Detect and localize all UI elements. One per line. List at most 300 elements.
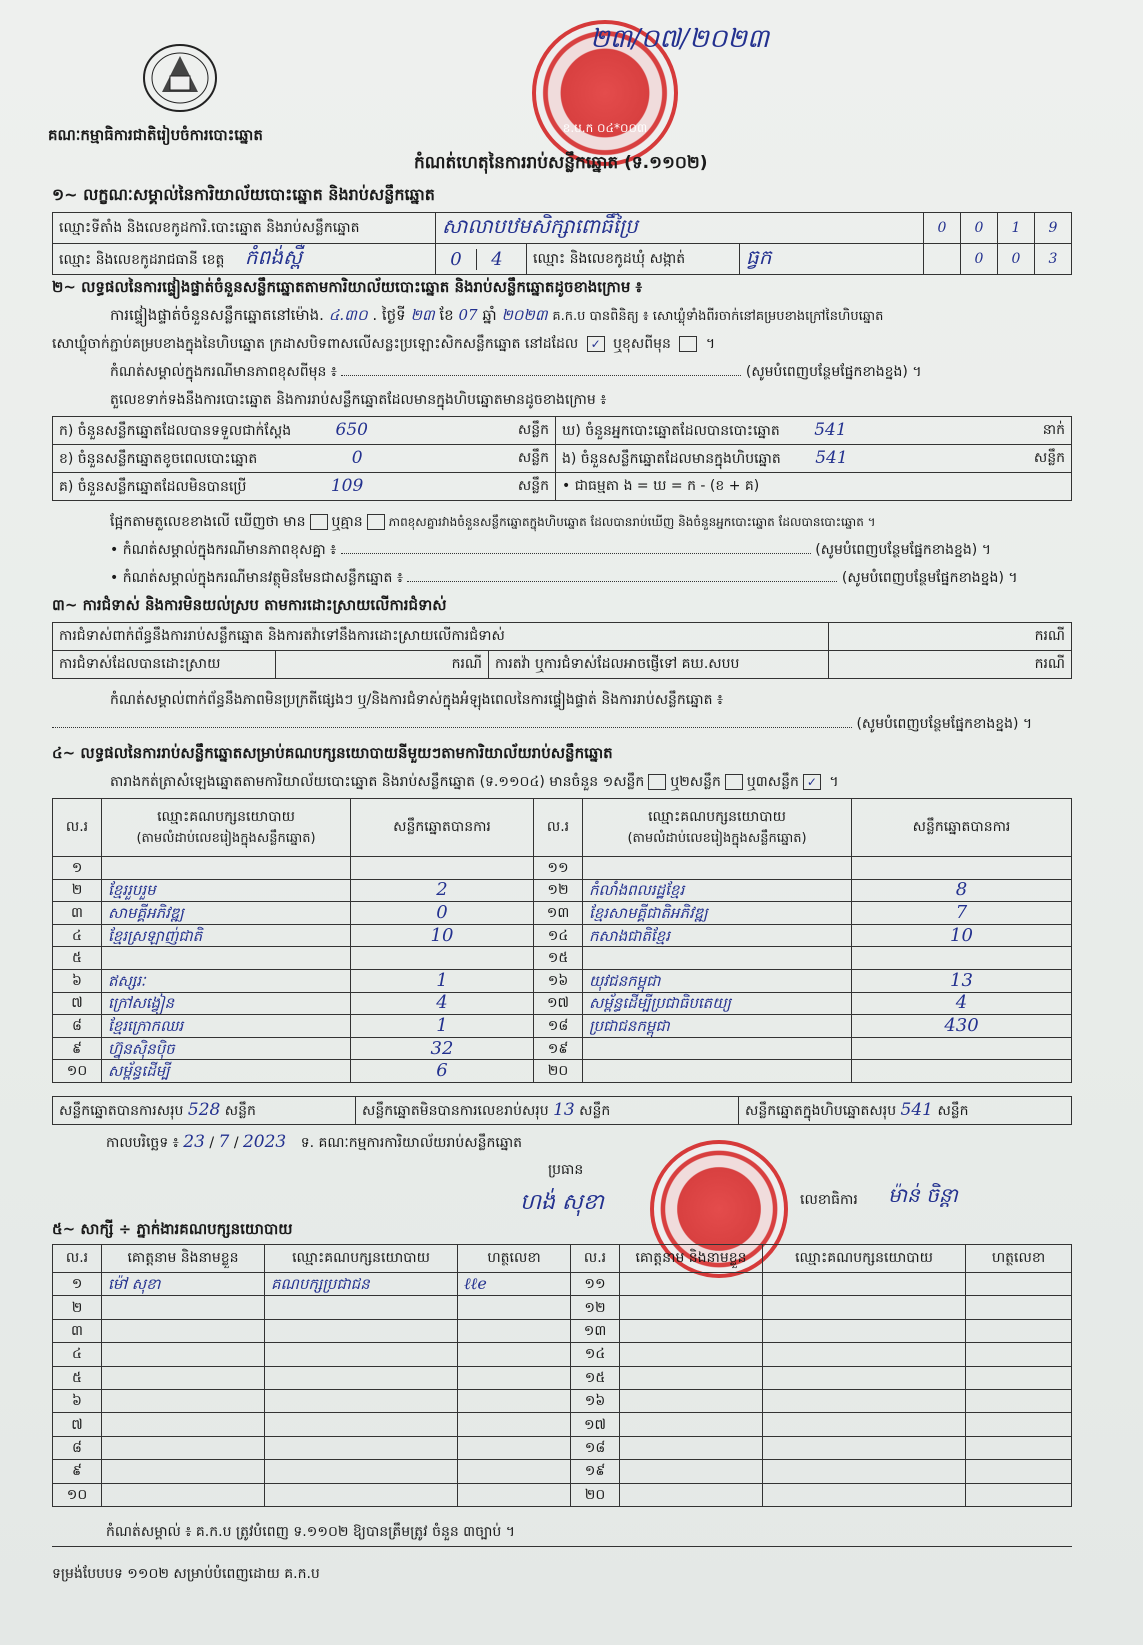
witness-row [53,1389,1072,1412]
province-code-digit: 0 [436,249,477,270]
result-no: ៩ [53,1037,102,1060]
result-party: ខ្មែររួបរួម [102,879,351,902]
result-votes [852,857,1072,880]
bullet1-label: • កំណត់សម្គាល់ក្នុងករណីមានភាពខុសគ្នា ៖ [110,542,337,558]
witness-no: ១ [53,1273,102,1296]
result-row [53,992,1072,1015]
province-code [436,244,527,275]
witness-party: គណបក្សប្រជាជន [265,1273,458,1296]
result-no: ៥ [53,947,102,970]
witness-signature [966,1436,1072,1459]
col-party [583,799,852,857]
result-votes [351,947,534,970]
witness-name [102,1460,265,1483]
resolved-label: ការជំទាស់ដែលបានដោះស្រាយ [53,651,276,679]
witness-party [265,1483,458,1506]
result-votes: 7 [852,902,1072,925]
result-votes: 430 [852,1015,1072,1038]
col-sign: ហត្ថលេខា [966,1245,1072,1273]
note-difference-field[interactable] [341,553,811,554]
check-month: 07 [458,306,478,324]
result-no: ៦ [53,969,102,992]
figure-value-voters: 541 [814,419,847,440]
col-party: ឈ្មោះគណបក្សនយោបាយ [265,1245,458,1273]
figure-value-in-box: 541 [815,447,848,468]
witness-no: ១០ [53,1483,102,1506]
col-party-title: ឈ្មោះគណបក្សនយោបាយ [648,808,786,825]
witness-signature [966,1319,1072,1342]
figure-unit: សន្លឹក [517,449,549,466]
note-foreign-field[interactable] [407,581,837,582]
result-row [53,924,1072,947]
witness-party [763,1366,966,1389]
date-label: កាលបរិច្ឆេទ ៖ [106,1135,179,1151]
witness-signature [458,1436,571,1459]
has-diff-checkbox[interactable] [310,514,328,530]
note1-field[interactable] [341,375,741,376]
witness-name [620,1436,763,1459]
commune-label: ឈ្មោះ និងលេខកូដឃុំ សង្កាត់ [527,244,740,275]
result-votes: 4 [351,992,534,1015]
witness-signature [458,1296,571,1319]
p1-text: គ.ក.ប បានពិនិត្យ ៖ សោឃ្លុំទាំងពីរចាក់នៅគម្របខាងក្រៅនៃហិបឆ្នោត [552,309,884,324]
witness-party [265,1296,458,1319]
intro-text: ឬ២សន្លឹក [670,774,721,790]
result-row [53,969,1072,992]
case-count: ករណី [829,623,1072,651]
witness-signature [458,1413,571,1436]
witness-no: ១៣ [571,1319,620,1342]
three-sheet-checkbox[interactable]: ✓ [803,774,821,790]
result-no: ៣ [53,902,102,925]
witness-signature [458,1319,571,1342]
unit: សន្លឹក [937,1102,969,1119]
seal-status-line: សោឃ្លុំចាក់ភ្ជាប់គម្របខាងក្នុងនៃហិបឆ្នោត ក្រដាសបិទពាសលើសន្លះប្រឡោះសិកសន្លឹកឆ្នោត នៅដដែល ✓ ឬខុសពីមុន ។ [52,336,716,352]
col-votes: សន្លឹកឆ្នោតបានការ [351,799,534,857]
irregularity-field[interactable] [52,727,852,728]
date-sep: / [209,1135,215,1151]
result-votes [852,947,1072,970]
col-no: ល.រ [534,799,583,857]
fill-more-hint: (សូមបំពេញបន្ថែមផ្នែកខាងខ្នង) ។ [856,716,1033,732]
witness-no: ៨ [53,1436,102,1459]
result-no: ៤ [53,924,102,947]
col-party-sub: (តាមលំដាប់លេខរៀងក្នុងសន្លឹកឆ្នោត) [627,830,807,846]
location-code-digit: 1 [998,213,1035,244]
figure-unit: សន្លឹក [517,421,549,438]
result-party: ខ្មែរក្រោកឈរ [102,1015,351,1038]
result-no: ២ [53,879,102,902]
org-name: គណៈកម្មាធិការជាតិរៀបចំការបោះឆ្នោត [48,126,263,144]
p4-text: ផ្អែកតាមតួលេខខាងលើ ឃើញថា មាន [110,514,306,530]
col-party: ឈ្មោះគណបក្សនយោបាយ [763,1245,966,1273]
p4-text: ឬគ្មាន [331,514,363,530]
election-emblem [140,42,220,114]
result-votes [852,1037,1072,1060]
witness-party [763,1319,966,1342]
result-votes [852,1060,1072,1083]
witness-party [265,1389,458,1412]
total-box-label: សន្លឹកឆ្នោតក្នុងហិបឆ្នោតសរុប [745,1102,897,1119]
result-row [53,1015,1072,1038]
seal-text: ខ.ប.ក ០៤*០០៣ [562,121,648,135]
witness-signature [458,1343,571,1366]
result-no: ៨ [53,1015,102,1038]
intro-text: ឬ៣សន្លឹក [746,774,799,790]
witness-no: ១៨ [571,1436,620,1459]
col-party-title: ឈ្មោះគណបក្សនយោបាយ [157,808,295,825]
commune-code-digit: 0 [961,244,998,275]
changed-checkbox[interactable] [679,336,697,352]
result-party [583,1037,852,1060]
witness-name [102,1366,265,1389]
result-votes: 10 [351,924,534,947]
result-no: ១ [53,857,102,880]
result-no: ១១ [534,857,583,880]
result-no: ១៧ [534,992,583,1015]
result-no: ១៦ [534,969,583,992]
fill-more-hint: (សូមបំពេញបន្ថែមផ្នែកខាងខ្នង) ។ [745,364,922,380]
case-count: ករណី [276,651,489,679]
figure-value-unused: 109 [330,475,364,496]
witness-no: ២ [53,1296,102,1319]
witness-name [620,1296,763,1319]
result-party: ប្រជាជនកម្ពុជា [583,1015,852,1038]
total-invalid-label: សន្លឹកឆ្នោតមិនបានការលេខរាប់សរុប [362,1102,549,1119]
objection-label: ការជំទាស់ពាក់ព័ន្ធនឹងការរាប់សន្លឹកឆ្នោត និងការតវ៉ាទៅនឹងការដោះស្រាយលើការជំទាស់ [53,623,829,651]
result-row [53,857,1072,880]
section4-title: ៤~ លទ្ធផលនៃការរាប់សន្លឹកឆ្នោតសម្រាប់គណបក្សនយោបាយនីមួយៗតាមការិយាល័យរាប់សន្លឹកឆ្នោត [52,744,613,762]
signing-date [106,1132,522,1154]
section1-title: ១~ លក្ខណៈសម្គាល់នៃការិយាល័យបោះឆ្នោត និងរាប់សន្លឹកឆ្នោត [52,185,435,204]
result-no: ២០ [534,1060,583,1083]
witness-party [265,1413,458,1436]
witness-party [265,1343,458,1366]
result-votes [351,857,534,880]
witness-name [620,1366,763,1389]
case-count: ករណី [829,651,1072,679]
witness-signature [458,1366,571,1389]
witness-row [53,1413,1072,1436]
location-code-digit: 9 [1035,213,1072,244]
formula-note: • ជាធម្មតា ង = ឃ = ក - (ខ + គ) [556,473,1072,501]
section2-title: ២~ លទ្ធផលនៃការផ្ទៀងផ្ទាត់ចំនួនសន្លឹកឆ្នោតតាមការិយាល័យបោះឆ្នោត និងរាប់សន្លឹកឆ្នោតដូចខាងក្រោម ៖ [52,278,643,296]
fill-more-hint: (សូមបំពេញបន្ថែមផ្នែកខាងខ្នង) ។ [815,542,991,558]
note-foreign-object [110,568,1018,589]
province-code-digit: 4 [491,248,503,270]
result-party: សាមគ្គីអភិវឌ្ឍ [102,902,351,925]
p1-text: . ថ្ងៃទី [372,306,406,324]
witness-no: ១២ [571,1296,620,1319]
witness-signature [966,1273,1072,1296]
stamp-date: ២៣/០៧/២០២៣ [590,24,770,54]
result-row [53,1037,1072,1060]
province-value: កំពង់ស្ពឺ [244,245,303,269]
figure-label: ង) ចំនួនសន្លឹកឆ្នោតដែលមានក្នុងហិបឆ្នោត [562,450,781,467]
party-results-table [52,798,1072,1083]
witness-signature [966,1296,1072,1319]
figures-table [52,416,1072,501]
witness-party [763,1483,966,1506]
figure-label: ក) ចំនួនសន្លឹកឆ្នោតដែលបានទទួលជាក់ស្តែង [59,422,292,439]
result-party: ឥស្សរៈ [102,969,351,992]
irregularity-note [110,690,723,711]
check-year: ២០២៣ [501,306,548,324]
commune-value: ធ្វក [740,244,924,275]
figure-unit: សន្លឹក [1033,449,1065,466]
result-party: ហ្វ៊ុនស៊ិនប៉ិច [102,1037,351,1060]
witness-signature [966,1389,1072,1412]
check-time: ៤.៣០ [328,306,368,324]
unit: សន្លឹក [579,1102,611,1119]
no-diff-checkbox[interactable] [367,514,385,530]
witness-no: ១៦ [571,1389,620,1412]
witness-signature [966,1413,1072,1436]
footnote: កំណត់សម្គាល់ ៖ គ.ក.ប ត្រូវបំពេញ ទ.១១០២ ឱ្យបានត្រឹមត្រូវ ចំនួន ៣ច្បាប់ ។ [106,1524,516,1540]
result-party [102,857,351,880]
witness-no: ១៤ [571,1343,620,1366]
figure-label: គ) ចំនួនសន្លឹកឆ្នោតដែលមិនបានប្រើ [59,478,247,495]
figure-unit: សន្លឹក [517,477,549,494]
section3-title: ៣~ ការជំទាស់ និងការមិនយល់ស្រប តាមការដោះស្រាយលើការជំទាស់ [52,596,447,614]
result-no: ៧ [53,992,102,1015]
witness-name [102,1413,265,1436]
secretary-signature: ម៉ាន់ ចិន្តា [888,1183,958,1207]
witness-no: ៩ [53,1460,102,1483]
result-no: ១៩ [534,1037,583,1060]
sign-year: 2023 [242,1132,287,1152]
result-party [583,947,852,970]
result-no: ១០ [53,1060,102,1083]
witness-row [53,1319,1072,1342]
commune-code-digit: 3 [1035,244,1072,275]
secretary-label: លេខាធិការ [800,1192,858,1208]
sheet-count-line: តារាងកត់ត្រាសំឡេងឆ្នោតតាមការិយាល័យបោះឆ្នោត និងរាប់សន្លឹកឆ្នោត (ទ.១១០៤) មានចំនួន ១សន្លឹក ឬ២សន្លឹក ឬ៣សន្លឹក ✓ ។ [110,774,839,790]
sign-day: 23 [183,1132,205,1152]
witness-signature [458,1460,571,1483]
witness-no: ២០ [571,1483,620,1506]
witness-row [53,1296,1072,1319]
witness-table [52,1244,1072,1507]
result-no: ១៨ [534,1015,583,1038]
result-votes: 1 [351,969,534,992]
result-votes: 0 [351,902,534,925]
witness-name [102,1436,265,1459]
witness-no: ៤ [53,1343,102,1366]
witness-party [763,1413,966,1436]
witness-name [620,1343,763,1366]
witness-party [763,1436,966,1459]
check-day: ២៣ [410,306,435,324]
location-value: សាលាបឋមសិក្សាពោធិ៍ប្រៃ [436,213,924,244]
bullet2-label: • កំណត់សម្គាល់ក្នុងករណីមានវត្ថុមិនមែនជាសន្លឹកឆ្នោត ៖ [110,570,403,586]
witness-signature [966,1483,1072,1506]
result-party: ក្រៅសង្វៀន [102,992,351,1015]
location-code-digit: 0 [924,213,961,244]
verification-paragraph [110,306,883,328]
witness-name [102,1389,265,1412]
witness-no: ៧ [53,1413,102,1436]
date-sep: / [233,1135,239,1151]
result-party: កសាងជាតិខ្មែរ [583,924,852,947]
col-sign: ហត្ថលេខា [458,1245,571,1273]
p2-text: ឬខុសពីមុន [613,336,671,352]
witness-no: ១៥ [571,1366,620,1389]
location-code-digit: 0 [961,213,998,244]
witness-party [763,1343,966,1366]
witness-party [265,1436,458,1459]
note-difference [110,540,991,561]
note-change [110,362,922,383]
witness-signature: ℓℓe [458,1273,571,1296]
result-row [53,879,1072,902]
col-no: ល.រ [571,1245,620,1273]
result-votes: 13 [852,969,1072,992]
witness-row [53,1460,1072,1483]
location-label: ឈ្មោះទីតាំង និងលេខកូដការិ.បោះឆ្នោត និងរាប់សន្លឹកឆ្នោត [53,213,436,244]
footer-rule [52,1546,1072,1547]
result-no: ១៤ [534,924,583,947]
col-no: ល.រ [53,1245,102,1273]
result-votes: 10 [852,924,1072,947]
p4-text: ភាពខុសគ្នារវាងចំនួនសន្លឹកឆ្នោតក្នុងហិបឆ្នោត ដែលបានរាប់ឃើញ និងចំនួនអ្នកបោះឆ្នោត ដែលបានបោះឆ្នោត ។ [388,515,876,529]
col-votes: សន្លឹកឆ្នោតបានការ [852,799,1072,857]
result-party [583,857,852,880]
total-invalid: 13 [553,1099,575,1120]
result-votes: 8 [852,879,1072,902]
unit: សន្លឹក [224,1102,256,1119]
witness-name [620,1483,763,1506]
result-votes: 32 [351,1037,534,1060]
witness-row [53,1483,1072,1506]
result-party: យុវជនកម្ពុជា [583,969,852,992]
sign-month: 7 [218,1132,230,1152]
witness-party [265,1366,458,1389]
total-valid: 528 [187,1099,221,1120]
totals-row [52,1096,1072,1125]
total-box: 541 [900,1099,933,1120]
result-votes: 2 [351,879,534,902]
witness-party [763,1389,966,1412]
result-no: ១២ [534,879,583,902]
p1-text: ឆ្នាំ [482,306,497,324]
figure-label: ខ) ចំនួនសន្លឹកឆ្នោតខូចពេលបោះឆ្នោត [59,450,258,467]
witness-signature [966,1343,1072,1366]
total-valid-label: សន្លឹកឆ្នោតបានការសរុប [59,1102,184,1119]
result-party: ខ្មែរស្រឡាញ់ជាតិ [102,924,351,947]
p1-text: ខែ [439,306,454,324]
witness-name [102,1296,265,1319]
irregularity-label: កំណត់សម្គាល់ពាក់ព័ន្ធនឹងភាពមិនប្រក្រតីផ្សេងៗ ឬ/និងការជំទាស់ក្នុងអំឡុងពេលនៃការផ្ទៀងផ្ទាត់ និងការរាប់សន្លឹកឆ្នោត ៖ [110,692,724,708]
witness-name: ម៉ៅ សុខា [102,1273,265,1296]
result-party: សម្ព័ន្ធដើម្បី [102,1060,351,1083]
col-name: គោត្តនាម និងនាមខ្លួន [620,1245,763,1273]
chair-label: ប្រធាន [548,1162,584,1178]
witness-row [53,1436,1072,1459]
result-votes: 6 [351,1060,534,1083]
committee-label: ទ. គណៈកម្មការការិយាល័យរាប់សន្លឹកឆ្នោត [300,1135,523,1151]
result-party: ខ្មែរសាមគ្គីជាតិអភិវឌ្ឍ [583,902,852,925]
result-votes: 1 [351,1015,534,1038]
witness-row [53,1343,1072,1366]
witness-name [102,1319,265,1342]
result-no: ១៣ [534,902,583,925]
result-party [102,947,351,970]
col-name: គោត្តនាម និងនាមខ្លួន [102,1245,265,1273]
note1-label: កំណត់សម្គាល់ក្នុងករណីមានភាពខុសពីមុន ៖ [110,364,337,380]
witness-no: ១១ [571,1273,620,1296]
irregularity-line2 [52,714,1032,735]
result-party: សម្ព័ន្ធដើម្បីប្រជាធិបតេយ្យ [583,992,852,1015]
witness-signature [966,1366,1072,1389]
witness-name [620,1460,763,1483]
col-no: ល.រ [53,799,102,857]
commune-code-digit: 0 [998,244,1035,275]
witness-signature [458,1483,571,1506]
p2-text: សោឃ្លុំចាក់ភ្ជាប់គម្របខាងក្នុងនៃហិបឆ្នោត ក្រដាសបិទពាសលើសន្លះប្រឡោះសិកសន្លឹកឆ្នោត នៅដដែល [52,336,579,352]
footer-text: ទម្រង់បែបបទ ១១០២ សម្រាប់បំពេញដោយ គ.ក.ប [52,1566,320,1582]
witness-party [265,1319,458,1342]
col-party-sub: (តាមលំដាប់លេខរៀងក្នុងសន្លឹកឆ្នោត) [136,830,316,846]
witness-name [620,1319,763,1342]
figure-label: ឃ) ចំនួនអ្នកបោះឆ្នោតដែលបានបោះឆ្នោត [562,422,780,439]
witness-no: ៦ [53,1389,102,1412]
witness-party [763,1296,966,1319]
witness-row [53,1366,1072,1389]
result-party: កំលាំងពលរដ្ឋខ្មែរ [583,879,852,902]
result-row [53,902,1072,925]
result-row [53,947,1072,970]
witness-no: ៥ [53,1366,102,1389]
location-table [52,212,1072,275]
witness-party [763,1460,966,1483]
witness-no: ១៧ [571,1413,620,1436]
intro-text: តារាងកត់ត្រាសំឡេងឆ្នោតតាមការិយាល័យបោះឆ្នោត និងរាប់សន្លឹកឆ្នោត (ទ.១១០៤) មានចំនួន ១សន្លឹក [110,774,645,790]
one-sheet-checkbox[interactable] [648,774,666,790]
witness-party [763,1273,966,1296]
witness-no: ៣ [53,1319,102,1342]
figures-intro: តួលេខទាក់ទងនឹងការបោះឆ្នោត និងការរាប់សន្លឹកឆ្នោតដែលមានក្នុងហិបឆ្នោតមានដូចខាងក្រោម ៖ [110,392,607,408]
unchanged-checkbox[interactable]: ✓ [587,336,605,352]
form-title: កំណត់ហេតុនៃការរាប់សន្លឹកឆ្នោត (ទ.១១០២) [414,153,708,173]
witness-party [265,1460,458,1483]
figure-value-spoiled: 0 [351,447,363,468]
result-no: ១៥ [534,947,583,970]
result-party [583,1060,852,1083]
witness-row [53,1273,1072,1296]
province-label: ឈ្មោះ និងលេខកូដរាជធានី ខេត្ត [59,252,225,268]
two-sheet-checkbox[interactable] [725,774,743,790]
witness-no: ១៩ [571,1460,620,1483]
witness-name [620,1273,763,1296]
result-row [53,1060,1072,1083]
witness-signature [458,1389,571,1412]
col-party [102,799,351,857]
witness-name [620,1389,763,1412]
objections-table [52,622,1072,679]
fill-more-hint: (សូមបំពេញបន្ថែមផ្នែកខាងខ្នង) ។ [841,570,1018,586]
witness-name [620,1413,763,1436]
witness-name [102,1343,265,1366]
result-votes: 4 [852,992,1072,1015]
forwarded-label: ការតវ៉ា ឬការជំទាស់ដែលអាចផ្ញើទៅ គឃ.សបប [489,651,829,679]
p1-text: ការផ្ទៀងផ្ទាត់ចំនួនសន្លឹកឆ្នោតនៅម៉ោង. [110,306,324,324]
witness-name [102,1483,265,1506]
figure-value-received: 650 [335,419,368,440]
witness-signature [966,1460,1072,1483]
discrepancy-line [110,512,876,533]
figure-unit: នាក់ [1042,421,1065,438]
